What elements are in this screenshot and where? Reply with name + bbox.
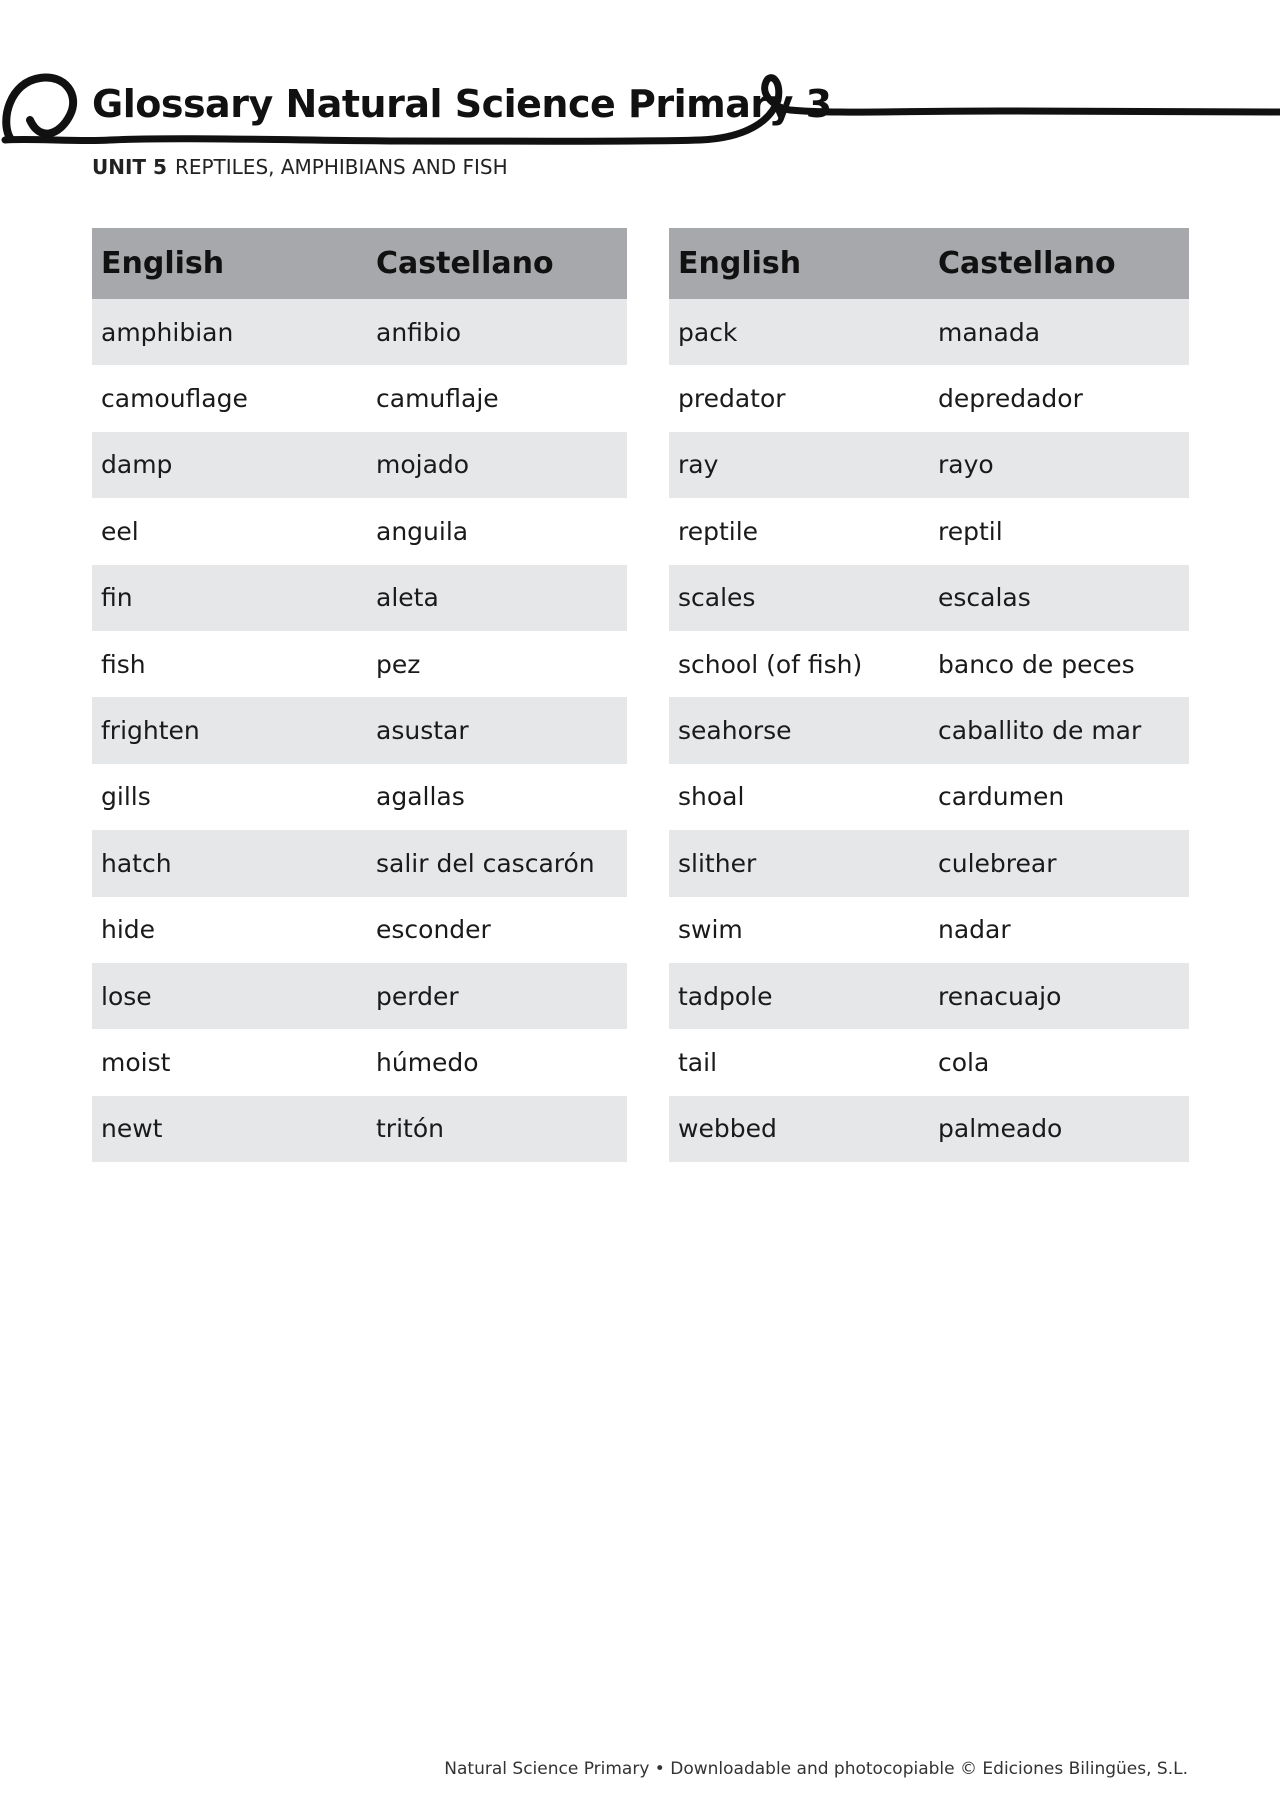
table-header-row bbox=[92, 228, 627, 299]
table-row bbox=[92, 963, 627, 1029]
term-english: fish bbox=[101, 649, 146, 679]
term-english: school (of fish) bbox=[678, 649, 863, 679]
term-english: fin bbox=[92, 565, 367, 631]
term-english: swim bbox=[678, 915, 743, 945]
table-row bbox=[92, 697, 627, 763]
term-english: newt bbox=[92, 1096, 367, 1162]
table-row bbox=[92, 1096, 627, 1162]
table-row bbox=[92, 565, 627, 631]
table-row bbox=[669, 764, 1189, 830]
term-castellano: depredador bbox=[938, 384, 1083, 414]
table-row bbox=[669, 365, 1189, 431]
term-castellano: palmeado bbox=[929, 1096, 1189, 1162]
table-row bbox=[669, 697, 1189, 763]
term-english: reptile bbox=[678, 516, 759, 546]
term-castellano: culebrear bbox=[929, 830, 1189, 896]
term-castellano: banco de peces bbox=[938, 649, 1135, 679]
term-english: gills bbox=[101, 782, 151, 812]
table-row bbox=[669, 299, 1189, 365]
term-english: webbed bbox=[669, 1096, 929, 1162]
unit-title: REPTILES, AMPHIBIANS AND FISH bbox=[174, 155, 508, 179]
term-castellano: agallas bbox=[376, 782, 465, 812]
term-castellano: asustar bbox=[367, 697, 627, 763]
term-english: tadpole bbox=[669, 963, 929, 1029]
term-english: hatch bbox=[92, 830, 367, 896]
table-row bbox=[92, 365, 627, 431]
term-castellano: cola bbox=[938, 1047, 990, 1077]
term-english: pack bbox=[669, 299, 929, 365]
term-english: tail bbox=[678, 1047, 718, 1077]
table-row bbox=[669, 498, 1189, 564]
term-castellano: salir del cascarón bbox=[367, 830, 627, 896]
table-row bbox=[92, 1029, 627, 1095]
table-row bbox=[92, 432, 627, 498]
term-castellano: nadar bbox=[938, 915, 1011, 945]
term-english: predator bbox=[678, 384, 786, 414]
table-row bbox=[92, 299, 627, 365]
column-header-castellano: Castellano bbox=[929, 228, 1189, 299]
table-header-row bbox=[669, 228, 1189, 299]
term-castellano: cardumen bbox=[938, 782, 1065, 812]
glossary-table-right bbox=[669, 228, 1189, 1162]
term-castellano: perder bbox=[367, 963, 627, 1029]
term-english: camouflage bbox=[101, 384, 248, 414]
unit-subtitle bbox=[92, 155, 508, 179]
term-castellano: anfibio bbox=[367, 299, 627, 365]
column-header-english: English bbox=[669, 228, 929, 299]
table-row bbox=[92, 764, 627, 830]
glossary-table-left bbox=[92, 228, 627, 1162]
table-row bbox=[669, 1096, 1189, 1162]
term-castellano: tritón bbox=[367, 1096, 627, 1162]
term-castellano: renacuajo bbox=[929, 963, 1189, 1029]
table-row bbox=[669, 963, 1189, 1029]
page-footer: Natural Science Primary • Downloadable and photocopiable © Ediciones Bilingües, S.L. bbox=[444, 1759, 1188, 1779]
term-english: shoal bbox=[678, 782, 745, 812]
term-castellano: escalas bbox=[929, 565, 1189, 631]
term-english: hide bbox=[101, 915, 156, 945]
term-english: lose bbox=[92, 963, 367, 1029]
term-english: damp bbox=[92, 432, 367, 498]
table-row bbox=[92, 498, 627, 564]
term-castellano: rayo bbox=[929, 432, 1189, 498]
term-english: scales bbox=[669, 565, 929, 631]
table-row bbox=[669, 565, 1189, 631]
table-row bbox=[669, 432, 1189, 498]
table-row bbox=[669, 631, 1189, 697]
term-castellano: manada bbox=[929, 299, 1189, 365]
term-english: seahorse bbox=[669, 697, 929, 763]
table-row bbox=[669, 1029, 1189, 1095]
term-castellano: aleta bbox=[367, 565, 627, 631]
term-english: slither bbox=[669, 830, 929, 896]
term-castellano: caballito de mar bbox=[929, 697, 1189, 763]
table-row bbox=[92, 830, 627, 896]
term-castellano: mojado bbox=[367, 432, 627, 498]
term-english: moist bbox=[101, 1047, 171, 1077]
term-english: eel bbox=[101, 516, 139, 546]
page-title: Glossary Natural Science Primary 3 bbox=[92, 82, 832, 126]
term-castellano: húmedo bbox=[376, 1047, 479, 1077]
unit-label: UNIT 5 bbox=[92, 155, 167, 179]
term-castellano: anguila bbox=[376, 516, 469, 546]
table-row bbox=[669, 897, 1189, 963]
column-header-castellano: Castellano bbox=[367, 228, 627, 299]
term-castellano: camuflaje bbox=[376, 384, 499, 414]
column-header-english: English bbox=[92, 228, 367, 299]
term-castellano: esconder bbox=[376, 915, 491, 945]
term-english: ray bbox=[669, 432, 929, 498]
term-english: frighten bbox=[92, 697, 367, 763]
term-castellano: reptil bbox=[938, 516, 1003, 546]
table-row bbox=[92, 897, 627, 963]
table-row bbox=[92, 631, 627, 697]
table-row bbox=[669, 830, 1189, 896]
term-english: amphibian bbox=[92, 299, 367, 365]
term-castellano: pez bbox=[376, 649, 421, 679]
